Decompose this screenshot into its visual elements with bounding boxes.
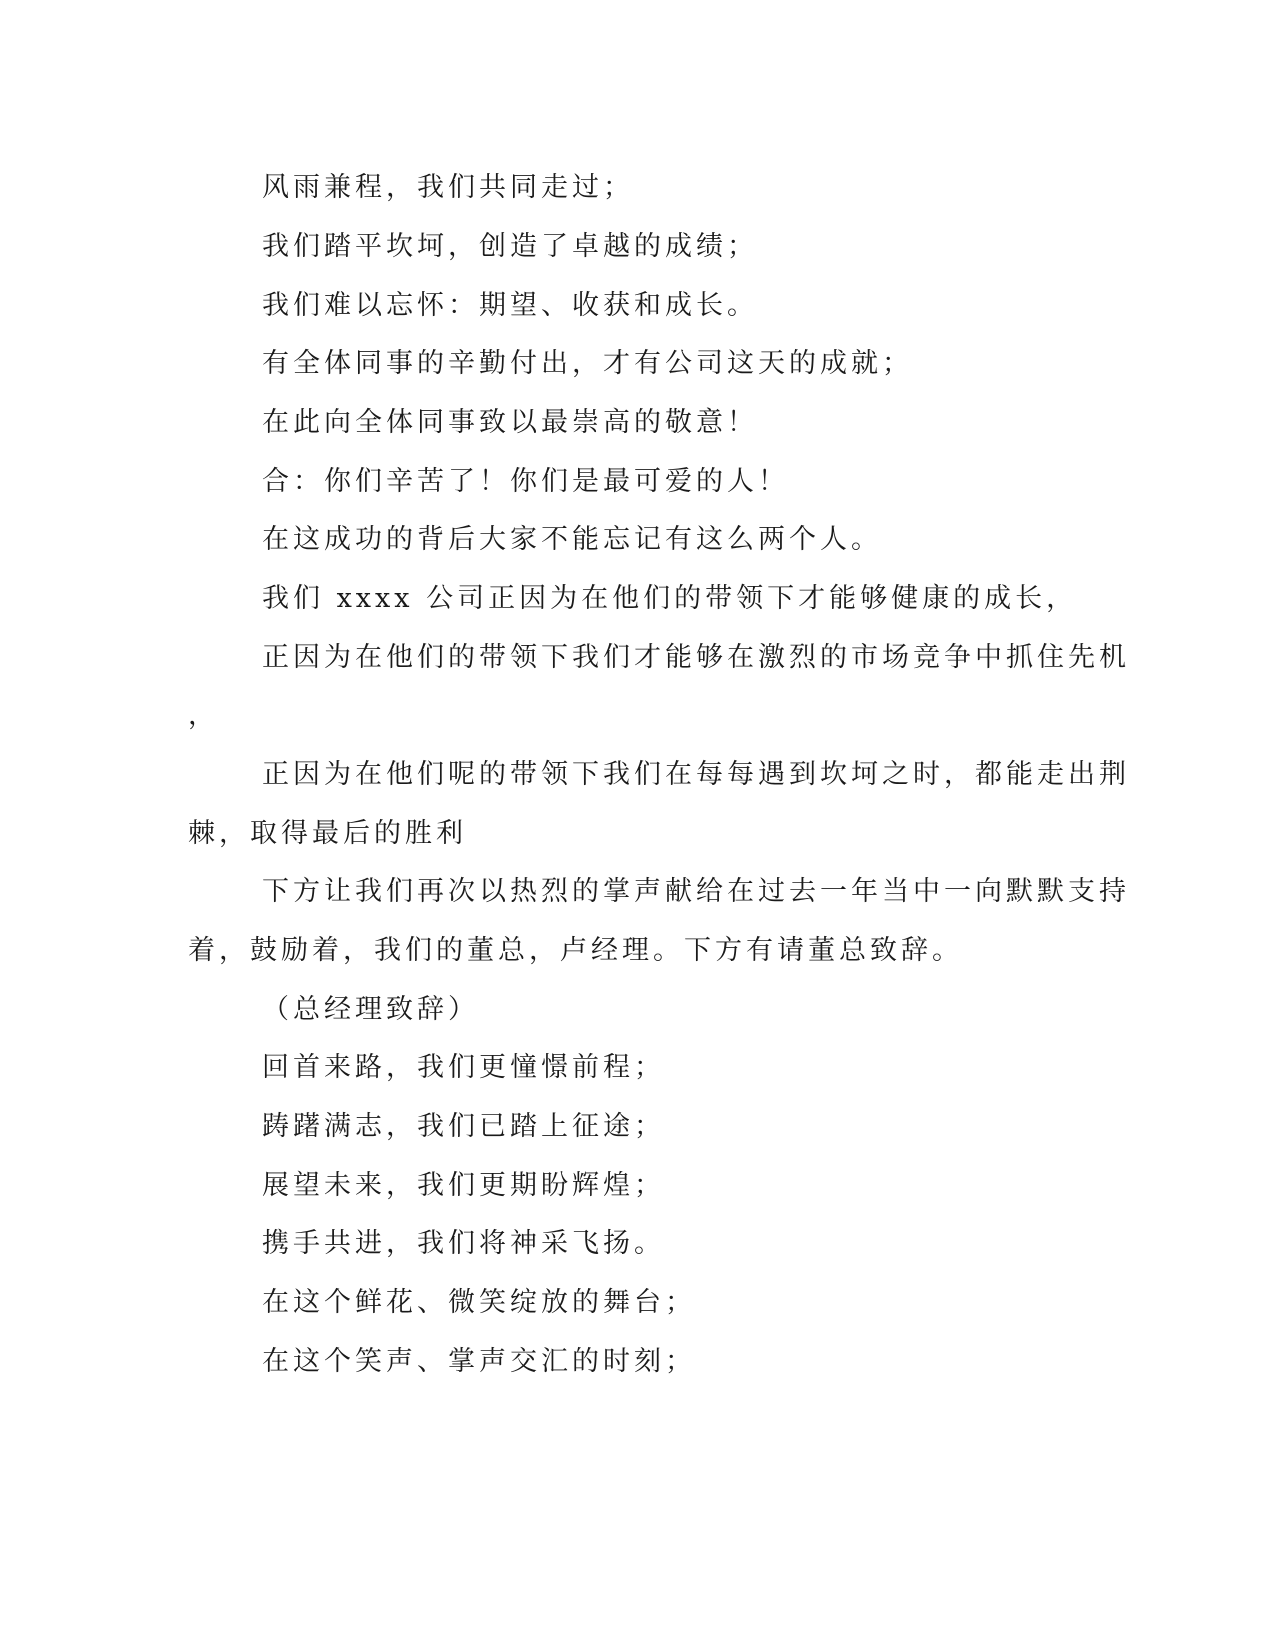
text-line: ，: [188, 700, 219, 731]
text-line: 我们踏平坎坷，创造了卓越的成绩；: [262, 231, 758, 262]
text-line: 回首来路，我们更憧憬前程；: [262, 1052, 665, 1083]
text-line: 我们 xxxx 公司正因为在他们的带领下才能够健康的成长，: [262, 583, 1078, 614]
text-line: 踌躇满志，我们已踏上征途；: [262, 1111, 665, 1142]
text-line: 着，鼓励着，我们的董总，卢经理。下方有请董总致辞。: [188, 935, 963, 966]
text-line: （总经理致辞）: [262, 994, 479, 1025]
text-line: 正因为在他们呢的带领下我们在每每遇到坎坷之时，都能走出荆: [262, 759, 1130, 790]
text-line: 下方让我们再次以热烈的掌声献给在过去一年当中一向默默支持: [262, 876, 1130, 907]
text-line: 正因为在他们的带领下我们才能够在激烈的市场竞争中抓住先机: [262, 642, 1130, 673]
text-line: 在这个笑声、掌声交汇的时刻；: [262, 1346, 696, 1377]
text-line: 携手共进，我们将神采飞扬。: [262, 1228, 665, 1259]
text-line: 在这个鲜花、微笑绽放的舞台；: [262, 1287, 696, 1318]
text-line: 我们难以忘怀：期望、收获和成长。: [262, 290, 758, 321]
text-line: 有全体同事的辛勤付出，才有公司这天的成就；: [262, 348, 913, 379]
text-line: 棘，取得最后的胜利: [188, 818, 467, 849]
text-line: 在此向全体同事致以最崇高的敬意！: [262, 407, 758, 438]
text-line: 风雨兼程，我们共同走过；: [262, 172, 634, 203]
text-line: 合：你们辛苦了！你们是最可爱的人！: [262, 466, 789, 497]
text-line: 展望未来，我们更期盼辉煌；: [262, 1170, 665, 1201]
text-line: 在这成功的背后大家不能忘记有这么两个人。: [262, 524, 882, 555]
